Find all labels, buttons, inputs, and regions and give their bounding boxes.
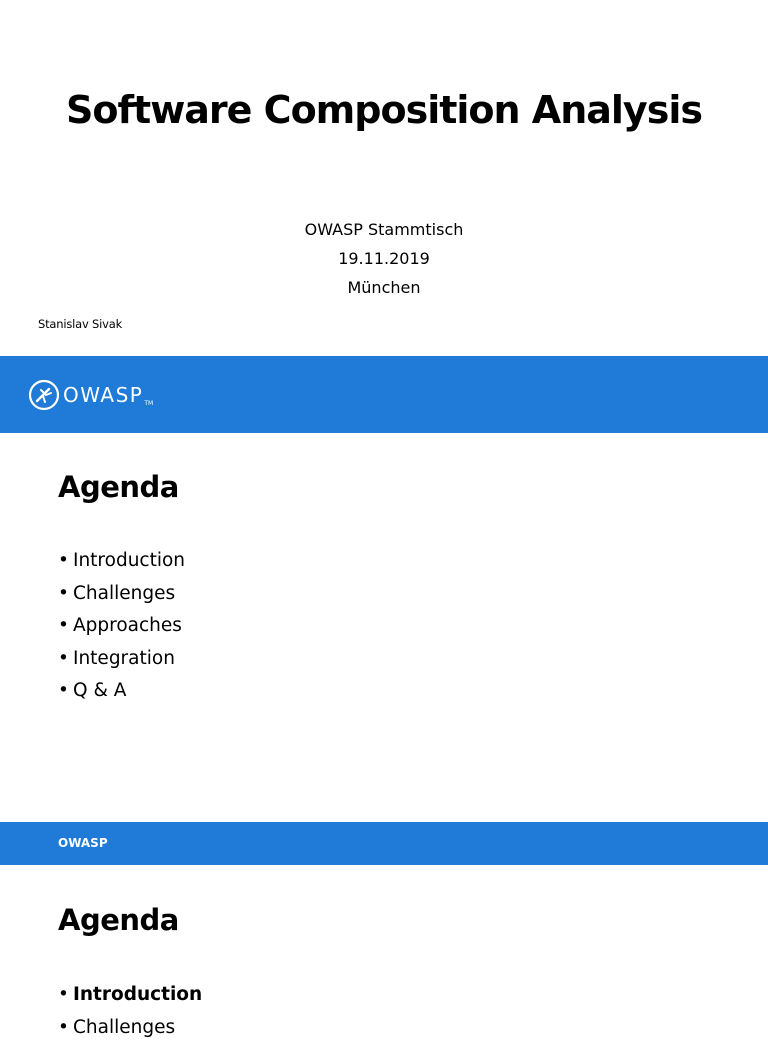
event-name: OWASP Stammtisch <box>0 215 768 244</box>
agenda-list <box>58 545 185 708</box>
bullet-icon: • <box>58 578 73 611</box>
title-slide <box>0 0 768 356</box>
brand-banner <box>0 356 768 433</box>
bullet-icon: • <box>58 675 73 708</box>
agenda-item-label: Q & A <box>73 680 126 701</box>
bullet-icon: • <box>58 979 73 1012</box>
trademark-mark: TM <box>144 400 153 407</box>
agenda-item-label: Challenges <box>73 583 175 604</box>
agenda-item-label: Challenges <box>73 1017 175 1038</box>
bullet-icon: • <box>58 1012 73 1044</box>
agenda-item-approaches <box>58 610 185 643</box>
presentation-title: Software Composition Analysis <box>0 84 768 136</box>
agenda-item-label: Integration <box>73 648 175 669</box>
agenda-heading: Agenda <box>58 469 179 505</box>
owasp-wordmark: OWASP <box>63 383 143 407</box>
author-name: Stanislav Sivak <box>38 317 122 331</box>
agenda-item-introduction-current <box>58 979 202 1012</box>
owasp-wasp-icon <box>28 379 60 411</box>
subtitle-block <box>0 215 768 302</box>
agenda-item-challenges <box>58 1012 202 1044</box>
agenda-item-qa <box>58 675 185 708</box>
bullet-icon: • <box>58 643 73 676</box>
agenda-list-2 <box>58 979 202 1044</box>
agenda-item-introduction <box>58 545 185 578</box>
footer-label: OWASP <box>58 835 108 851</box>
agenda-item-integration <box>58 643 185 676</box>
event-date: 19.11.2019 <box>0 244 768 273</box>
agenda-item-label: Introduction <box>73 984 202 1005</box>
bullet-icon: • <box>58 610 73 643</box>
slide-footer <box>0 822 768 865</box>
event-location: München <box>0 273 768 302</box>
owasp-logo <box>28 377 153 413</box>
agenda-item-label: Approaches <box>73 615 182 636</box>
bullet-icon: • <box>58 545 73 578</box>
agenda-heading-2: Agenda <box>58 902 179 938</box>
agenda-item-challenges <box>58 578 185 611</box>
agenda-item-label: Introduction <box>73 550 185 571</box>
